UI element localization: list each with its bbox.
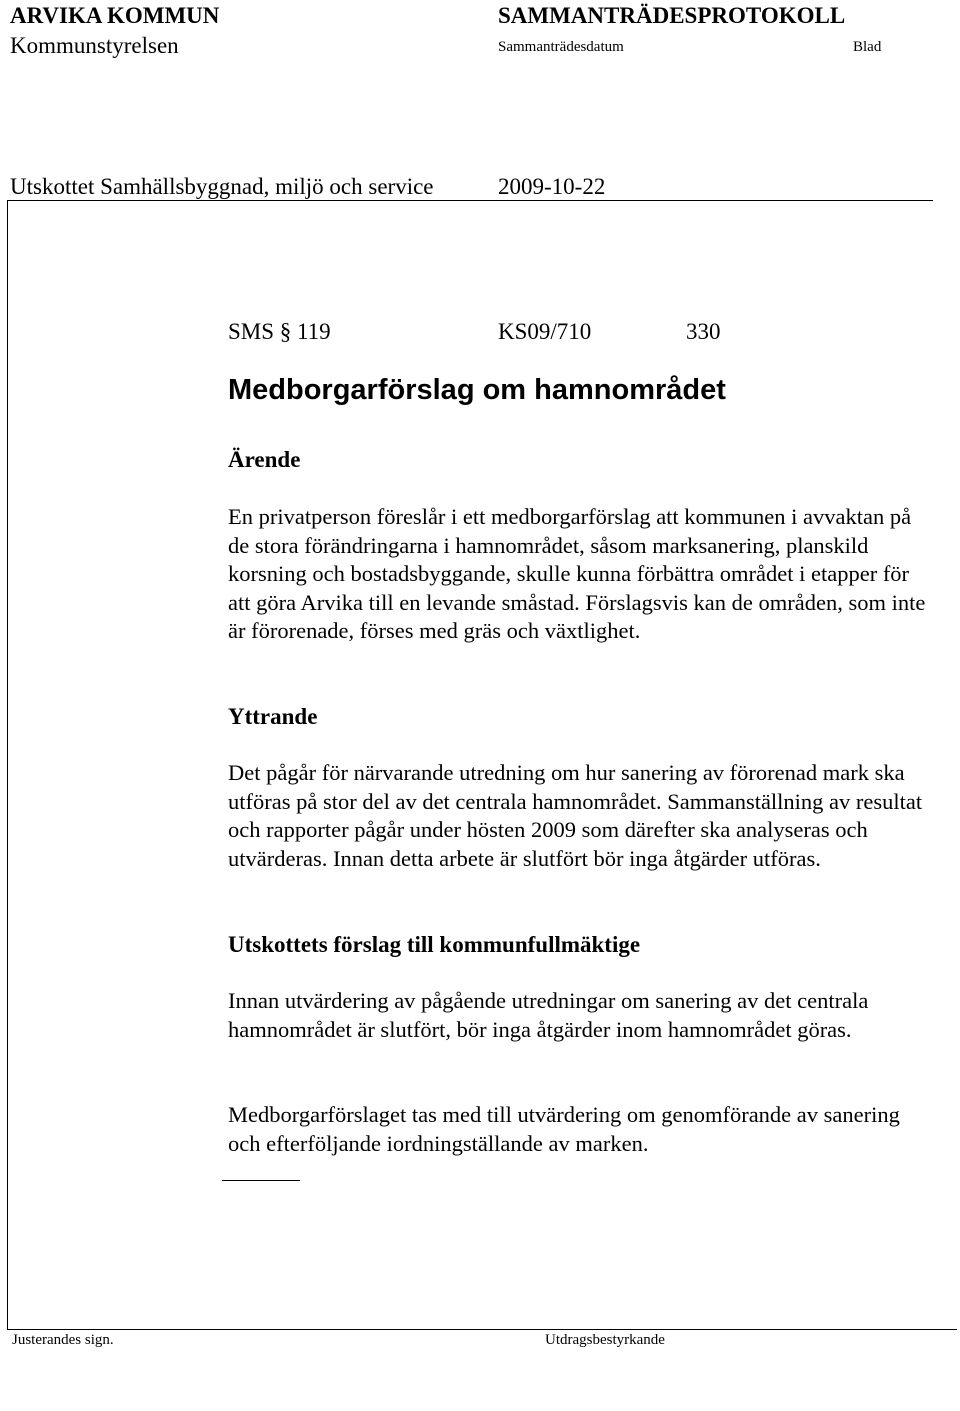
reference-number: 330 xyxy=(686,319,721,344)
meeting-date-label: Sammanträdesdatum xyxy=(498,39,624,55)
signature-label: Justerandes sign. xyxy=(12,1332,114,1348)
committee-name: Utskottet Samhällsbyggnad, miljö och service xyxy=(10,174,434,199)
header-rule xyxy=(7,200,933,201)
certification-label: Utdragsbestyrkande xyxy=(545,1332,665,1348)
section-heading-yttrande: Yttrande xyxy=(228,704,318,729)
section-text-yttrande: Det pågår för närvarande utredning om hur sanering av förorenad mark ska utföras på stor del av det centrala hamnområdet. Sammanställning av resultat och rapporter pågår under hösten 2009 som därefter ska analyseras och utvärderas. Innan detta arbete är slutfört bör inga åtgärder utföras. xyxy=(228,760,923,871)
governing-body: Kommunstyrelsen xyxy=(10,33,179,58)
proposal-paragraph-1: Innan utvärdering av pågående utredningar om sanering av det centrala hamnområdet är slutfört, bör inga åtgärder inom hamnområdet göras. xyxy=(228,988,869,1042)
section-heading-arende: Ärende xyxy=(228,447,301,472)
end-of-section-rule xyxy=(222,1180,300,1181)
margin-rule xyxy=(7,200,8,1330)
organization-name: ARVIKA KOMMUN xyxy=(10,3,220,28)
case-number: KS09/710 xyxy=(498,319,592,344)
section-text-arende: En privatperson föreslår i ett medborgarförslag att kommunen i avvaktan på de stora förändringarna i hamnområdet, såsom marksanering, planskild korsning och bostadsbyggande, skulle kunna förbättra området i etapper för att göra Arvika till en levande småstad. Förslagsvis kan de områden, som inte är förorenade, förses med gräs och växtlighet. xyxy=(228,504,926,644)
meeting-date: 2009-10-22 xyxy=(498,174,606,199)
document-title: Medborgarförslag om hamnområdet xyxy=(228,374,726,406)
document-type: SAMMANTRÄDESPROTOKOLL xyxy=(498,3,846,28)
section-heading-proposal: Utskottets förslag till kommunfullmäktige xyxy=(228,932,641,957)
footer-rule xyxy=(7,1329,957,1330)
page-label: Blad xyxy=(853,39,882,55)
section-reference: SMS § 119 xyxy=(228,319,331,344)
proposal-paragraph-2: Medborgarförslaget tas med till utvärdering om genomförande av sanering och efterföljande iordningställande av marken. xyxy=(228,1102,900,1156)
